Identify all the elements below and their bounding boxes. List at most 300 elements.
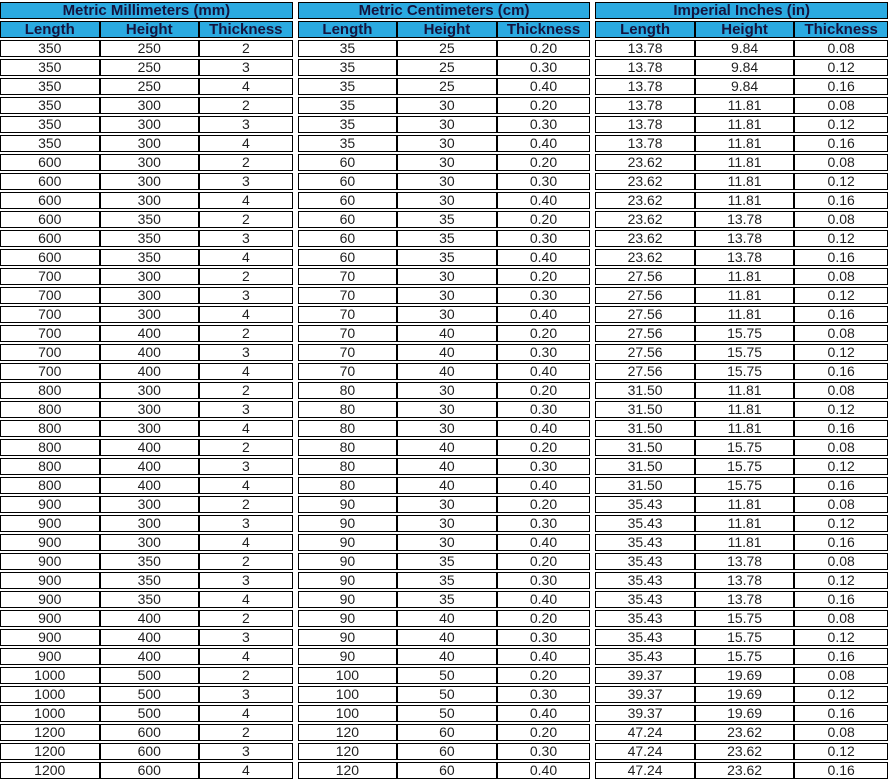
cell-value: 350 (0, 59, 100, 76)
table-row (0, 591, 293, 608)
cell-value: 0.12 (794, 686, 888, 703)
cell-value: 15.75 (695, 363, 795, 380)
table-row (0, 496, 293, 513)
table-row (298, 553, 591, 570)
cell-value: 300 (100, 306, 200, 323)
cell-value: 9.84 (695, 40, 795, 57)
cell-value: 23.62 (595, 211, 695, 228)
table-row (0, 40, 293, 57)
cell-value: 40 (397, 648, 497, 665)
cell-value: 0.12 (794, 230, 888, 247)
table-row (0, 705, 293, 722)
cell-value: 30 (397, 515, 497, 532)
table-row (298, 610, 591, 627)
table-row (595, 686, 888, 703)
cell-value: 27.56 (595, 306, 695, 323)
table-row (595, 230, 888, 247)
cell-value: 13.78 (695, 553, 795, 570)
cell-value: 900 (0, 496, 100, 513)
cell-value: 800 (0, 439, 100, 456)
cell-value: 0.20 (497, 268, 591, 285)
cell-value: 25 (397, 59, 497, 76)
cell-value: 900 (0, 534, 100, 551)
cell-value: 40 (397, 325, 497, 342)
table-row (0, 515, 293, 532)
cell-value: 250 (100, 59, 200, 76)
table-row (595, 363, 888, 380)
cell-value: 40 (397, 477, 497, 494)
cell-value: 2 (199, 154, 293, 171)
cell-value: 35.43 (595, 591, 695, 608)
cell-value: 100 (298, 686, 398, 703)
cell-value: 15.75 (695, 439, 795, 456)
table-row (595, 762, 888, 779)
cell-value: 30 (397, 401, 497, 418)
cell-value: 400 (100, 363, 200, 380)
cell-value: 0.16 (794, 762, 888, 779)
cell-value: 13.78 (695, 249, 795, 266)
cell-value: 80 (298, 477, 398, 494)
cell-value: 35.43 (595, 610, 695, 627)
cell-value: 0.16 (794, 306, 888, 323)
column-header-row (298, 21, 591, 38)
cell-value: 3 (199, 59, 293, 76)
cell-value: 60 (298, 192, 398, 209)
cell-value: 3 (199, 230, 293, 247)
section-title-row (298, 2, 591, 19)
table-row (0, 135, 293, 152)
cell-value: 0.30 (497, 287, 591, 304)
table-row (0, 59, 293, 76)
cell-value: 11.81 (695, 97, 795, 114)
cell-value: 700 (0, 306, 100, 323)
cell-value: 0.20 (497, 97, 591, 114)
section-title-mm: Metric Millimeters (mm) (0, 2, 293, 19)
cell-value: 0.40 (497, 648, 591, 665)
cell-value: 15.75 (695, 325, 795, 342)
table-row (298, 344, 591, 361)
cell-value: 60 (397, 762, 497, 779)
table-row (595, 401, 888, 418)
cell-value: 0.08 (794, 382, 888, 399)
cell-value: 0.30 (497, 59, 591, 76)
table-row (298, 211, 591, 228)
cell-value: 100 (298, 705, 398, 722)
cell-value: 900 (0, 648, 100, 665)
cell-value: 35 (298, 40, 398, 57)
table-row (0, 686, 293, 703)
table-row (298, 496, 591, 513)
cell-value: 90 (298, 629, 398, 646)
cell-value: 400 (100, 439, 200, 456)
cell-value: 800 (0, 477, 100, 494)
table-row (595, 439, 888, 456)
cell-value: 0.12 (794, 173, 888, 190)
cell-value: 0.40 (497, 192, 591, 209)
cell-value: 0.12 (794, 629, 888, 646)
table-row (298, 534, 591, 551)
cell-value: 0.40 (497, 135, 591, 152)
cell-value: 40 (397, 363, 497, 380)
cell-value: 39.37 (595, 705, 695, 722)
cell-value: 0.30 (497, 686, 591, 703)
cell-value: 19.69 (695, 705, 795, 722)
cell-value: 15.75 (695, 629, 795, 646)
table-row (0, 648, 293, 665)
cell-value: 0.30 (497, 344, 591, 361)
table-row (298, 192, 591, 209)
cell-value: 40 (397, 458, 497, 475)
cell-value: 23.62 (695, 743, 795, 760)
cell-value: 0.08 (794, 724, 888, 741)
cell-value: 600 (100, 743, 200, 760)
cell-value: 120 (298, 762, 398, 779)
cell-value: 0.40 (497, 477, 591, 494)
cell-value: 47.24 (595, 762, 695, 779)
cell-value: 400 (100, 325, 200, 342)
table-row (595, 553, 888, 570)
column-header-thickness: Thickness (497, 21, 591, 38)
cm-table (298, 0, 591, 781)
section-title-in: Imperial Inches (in) (595, 2, 888, 19)
table-row (298, 363, 591, 380)
cell-value: 3 (199, 743, 293, 760)
cell-value: 80 (298, 420, 398, 437)
cell-value: 2 (199, 382, 293, 399)
cell-value: 31.50 (595, 420, 695, 437)
cell-value: 90 (298, 496, 398, 513)
cell-value: 30 (397, 154, 497, 171)
table-row (595, 173, 888, 190)
cell-value: 23.62 (595, 154, 695, 171)
cell-value: 13.78 (695, 572, 795, 589)
cell-value: 2 (199, 667, 293, 684)
table-row (298, 629, 591, 646)
cell-value: 15.75 (695, 477, 795, 494)
cell-value: 13.78 (595, 40, 695, 57)
cell-value: 2 (199, 496, 293, 513)
cell-value: 800 (0, 382, 100, 399)
table-row (298, 78, 591, 95)
cell-value: 70 (298, 344, 398, 361)
cell-value: 700 (0, 287, 100, 304)
table-row (0, 553, 293, 570)
cell-value: 350 (0, 135, 100, 152)
cell-value: 11.81 (695, 154, 795, 171)
cell-value: 60 (298, 249, 398, 266)
cell-value: 80 (298, 439, 398, 456)
cell-value: 4 (199, 420, 293, 437)
cell-value: 0.12 (794, 59, 888, 76)
cell-value: 4 (199, 705, 293, 722)
table-row (0, 211, 293, 228)
table-row (595, 667, 888, 684)
cell-value: 350 (100, 553, 200, 570)
cell-value: 300 (100, 401, 200, 418)
cell-value: 80 (298, 401, 398, 418)
cell-value: 500 (100, 686, 200, 703)
cell-value: 80 (298, 458, 398, 475)
cell-value: 120 (298, 724, 398, 741)
cell-value: 3 (199, 515, 293, 532)
cell-value: 15.75 (695, 344, 795, 361)
cell-value: 60 (298, 173, 398, 190)
cell-value: 19.69 (695, 667, 795, 684)
table-row (0, 78, 293, 95)
cell-value: 0.12 (794, 287, 888, 304)
cell-value: 120 (298, 743, 398, 760)
column-header-thickness: Thickness (794, 21, 888, 38)
cell-value: 350 (0, 116, 100, 133)
cell-value: 50 (397, 705, 497, 722)
table-row (595, 97, 888, 114)
cell-value: 23.62 (695, 762, 795, 779)
cell-value: 600 (0, 230, 100, 247)
cell-value: 35.43 (595, 629, 695, 646)
section-title-row (595, 2, 888, 19)
cell-value: 35.43 (595, 553, 695, 570)
cell-value: 23.62 (595, 192, 695, 209)
cell-value: 23.62 (595, 230, 695, 247)
cell-value: 0.08 (794, 211, 888, 228)
table-row (0, 572, 293, 589)
cell-value: 2 (199, 439, 293, 456)
cell-value: 4 (199, 534, 293, 551)
cell-value: 15.75 (695, 648, 795, 665)
cell-value: 0.16 (794, 363, 888, 380)
cell-value: 250 (100, 40, 200, 57)
cell-value: 35 (298, 97, 398, 114)
table-row (0, 287, 293, 304)
cell-value: 2 (199, 325, 293, 342)
cell-value: 0.30 (497, 173, 591, 190)
cell-value: 1000 (0, 705, 100, 722)
table-row (298, 97, 591, 114)
table-row (298, 306, 591, 323)
cell-value: 0.08 (794, 154, 888, 171)
cell-value: 300 (100, 97, 200, 114)
in-table-body (595, 40, 888, 779)
cell-value: 350 (100, 591, 200, 608)
cell-value: 13.78 (695, 591, 795, 608)
cell-value: 30 (397, 135, 497, 152)
table-row (595, 192, 888, 209)
cell-value: 0.20 (497, 724, 591, 741)
cell-value: 25 (397, 78, 497, 95)
cell-value: 500 (100, 667, 200, 684)
cell-value: 900 (0, 591, 100, 608)
cell-value: 0.20 (497, 553, 591, 570)
cell-value: 800 (0, 458, 100, 475)
table-row (595, 515, 888, 532)
table-row (595, 59, 888, 76)
cell-value: 250 (100, 78, 200, 95)
cell-value: 15.75 (695, 610, 795, 627)
cell-value: 1200 (0, 724, 100, 741)
cell-value: 60 (298, 211, 398, 228)
table-row (595, 40, 888, 57)
cell-value: 0.08 (794, 268, 888, 285)
cell-value: 90 (298, 572, 398, 589)
cell-value: 3 (199, 458, 293, 475)
cell-value: 0.30 (497, 572, 591, 589)
cell-value: 90 (298, 553, 398, 570)
table-row (0, 154, 293, 171)
cell-value: 35 (397, 572, 497, 589)
mm-table-body (0, 40, 293, 779)
cell-value: 0.16 (794, 477, 888, 494)
cell-value: 90 (298, 515, 398, 532)
table-row (298, 382, 591, 399)
cell-value: 2 (199, 211, 293, 228)
table-row (0, 306, 293, 323)
cell-value: 0.12 (794, 515, 888, 532)
cell-value: 11.81 (695, 306, 795, 323)
cell-value: 350 (0, 78, 100, 95)
cell-value: 350 (100, 230, 200, 247)
cell-value: 4 (199, 363, 293, 380)
cell-value: 700 (0, 363, 100, 380)
cell-value: 0.08 (794, 553, 888, 570)
cell-value: 0.08 (794, 97, 888, 114)
table-row (0, 344, 293, 361)
cell-value: 0.12 (794, 572, 888, 589)
cell-value: 400 (100, 629, 200, 646)
cell-value: 13.78 (695, 230, 795, 247)
cell-value: 35 (397, 211, 497, 228)
cell-value: 0.40 (497, 705, 591, 722)
table-row (595, 572, 888, 589)
cell-value: 9.84 (695, 59, 795, 76)
section-title-cm: Metric Centimeters (cm) (298, 2, 591, 19)
cell-value: 0.08 (794, 40, 888, 57)
cell-value: 0.20 (497, 325, 591, 342)
cell-value: 30 (397, 192, 497, 209)
in-table (595, 0, 888, 781)
cell-value: 60 (397, 724, 497, 741)
cell-value: 11.81 (695, 382, 795, 399)
cell-value: 0.30 (497, 230, 591, 247)
table-row (595, 268, 888, 285)
table-row (0, 363, 293, 380)
table-row (298, 230, 591, 247)
table-row (298, 59, 591, 76)
table-row (298, 591, 591, 608)
cell-value: 23.62 (695, 724, 795, 741)
cell-value: 11.81 (695, 173, 795, 190)
cell-value: 0.08 (794, 325, 888, 342)
table-row (0, 762, 293, 779)
table-row (595, 477, 888, 494)
cell-value: 11.81 (695, 496, 795, 513)
cell-value: 2 (199, 724, 293, 741)
cell-value: 1000 (0, 686, 100, 703)
cell-value: 19.69 (695, 686, 795, 703)
cell-value: 35 (298, 78, 398, 95)
table-row (0, 420, 293, 437)
cell-value: 23.62 (595, 249, 695, 266)
cell-value: 0.16 (794, 249, 888, 266)
cell-value: 2 (199, 268, 293, 285)
table-row (0, 325, 293, 342)
table-row (298, 686, 591, 703)
cell-value: 2 (199, 40, 293, 57)
cell-value: 0.20 (497, 40, 591, 57)
table-row (0, 610, 293, 627)
table-row (298, 648, 591, 665)
cell-value: 35 (397, 553, 497, 570)
cell-value: 600 (0, 211, 100, 228)
table-row (595, 420, 888, 437)
table-row (298, 173, 591, 190)
cell-value: 700 (0, 268, 100, 285)
cell-value: 4 (199, 135, 293, 152)
cell-value: 0.12 (794, 116, 888, 133)
cell-value: 35.43 (595, 648, 695, 665)
cell-value: 0.40 (497, 762, 591, 779)
column-header-height: Height (695, 21, 795, 38)
cell-value: 4 (199, 78, 293, 95)
table-row (0, 401, 293, 418)
column-header-thickness: Thickness (199, 21, 293, 38)
cell-value: 9.84 (695, 78, 795, 95)
cell-value: 3 (199, 116, 293, 133)
table-row (595, 382, 888, 399)
table-row (0, 116, 293, 133)
table-row (595, 648, 888, 665)
cell-value: 15.75 (695, 458, 795, 475)
cell-value: 900 (0, 610, 100, 627)
cell-value: 800 (0, 401, 100, 418)
table-row (595, 743, 888, 760)
cell-value: 70 (298, 268, 398, 285)
table-row (595, 629, 888, 646)
table-row (595, 724, 888, 741)
cell-value: 400 (100, 648, 200, 665)
cell-value: 4 (199, 477, 293, 494)
cell-value: 27.56 (595, 325, 695, 342)
cell-value: 0.08 (794, 610, 888, 627)
cell-value: 30 (397, 382, 497, 399)
cell-value: 35.43 (595, 496, 695, 513)
cell-value: 0.12 (794, 344, 888, 361)
table-row (595, 325, 888, 342)
cell-value: 11.81 (695, 420, 795, 437)
cell-value: 0.16 (794, 192, 888, 209)
cell-value: 0.30 (497, 629, 591, 646)
cell-value: 60 (298, 230, 398, 247)
cell-value: 300 (100, 534, 200, 551)
cell-value: 40 (397, 610, 497, 627)
table-row (595, 306, 888, 323)
table-row (298, 135, 591, 152)
cell-value: 300 (100, 515, 200, 532)
cell-value: 35 (298, 116, 398, 133)
cell-value: 13.78 (595, 135, 695, 152)
cell-value: 13.78 (595, 116, 695, 133)
cell-value: 300 (100, 496, 200, 513)
cell-value: 300 (100, 268, 200, 285)
table-row (0, 667, 293, 684)
table-row (595, 154, 888, 171)
cell-value: 70 (298, 363, 398, 380)
cell-value: 31.50 (595, 477, 695, 494)
cell-value: 3 (199, 287, 293, 304)
cell-value: 35 (298, 135, 398, 152)
cell-value: 400 (100, 344, 200, 361)
cell-value: 300 (100, 154, 200, 171)
cell-value: 35 (397, 230, 497, 247)
